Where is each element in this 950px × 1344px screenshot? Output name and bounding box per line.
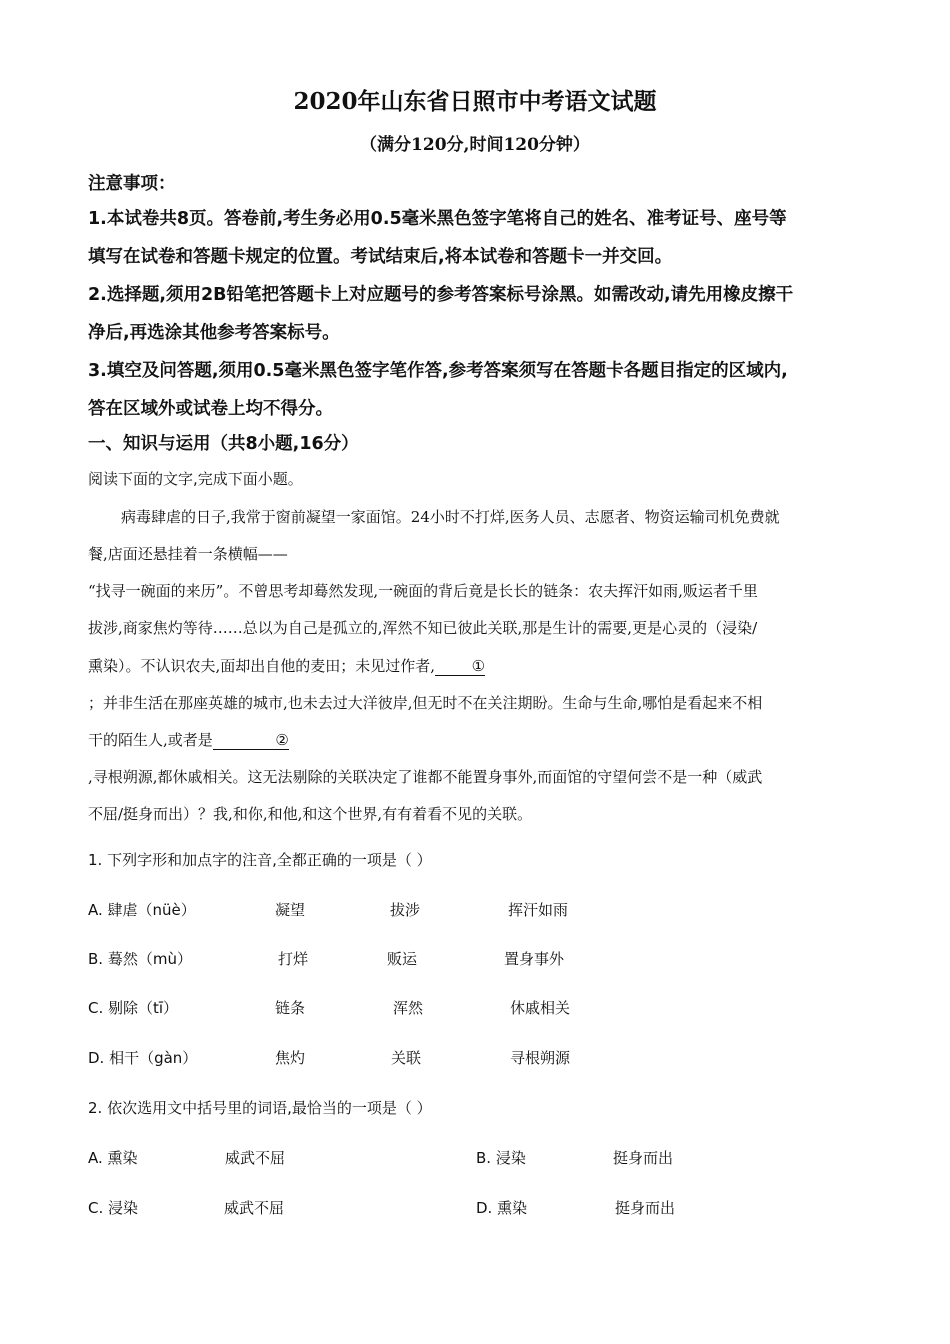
option-c-word-2: 链条 <box>275 999 306 1017</box>
option-d-word-2: 焦灼 <box>275 1049 306 1067</box>
option-a-word-4: 挥汗如雨 <box>508 901 569 919</box>
passage-line-3: “找寻一碗面的来历”。不曾思考却蓦然发现,一碗面的背后竟是长长的链条：农夫挥汗如雨,贩运者千里 <box>88 582 758 600</box>
passage-line-9: 不屈/挺身而出）？我,和你,和他,和这个世界,有有着看不见的关联。 <box>88 805 533 823</box>
blank-1: ① <box>435 657 485 676</box>
option-b-word-3: 贩运 <box>387 950 418 968</box>
option-c-word-3: 浑然 <box>393 999 424 1017</box>
q2-option-d-word-2: 挺身而出 <box>615 1199 676 1217</box>
q2-option-a-word-1: A. 熏染 <box>88 1149 138 1167</box>
section-1-heading: 一、知识与运用（共8小题,16分） <box>88 434 359 454</box>
option-c-word-4: 休戚相关 <box>510 999 571 1017</box>
passage-line-5-text: 熏染）。不认识农夫,面却出自他的麦田；未见过作者, <box>88 657 436 675</box>
option-b-word-2: 打烊 <box>278 950 309 968</box>
notice-item-3-line-2: 答在区域外或试卷上均不得分。 <box>88 399 333 419</box>
passage-line-7-text: 干的陌生人,或者是 <box>88 731 213 749</box>
option-d-word-4: 寻根朔源 <box>510 1049 571 1067</box>
q2-option-b-word-1: B. 浸染 <box>476 1149 526 1167</box>
notice-item-3-line-1: 3.填空及问答题,须用0.5毫米黑色签字笔作答,参考答案须写在答题卡各题目指定的区域内, <box>88 361 788 381</box>
question-2-stem: 2. 依次选用文中括号里的词语,最恰当的一项是（ ） <box>88 1099 432 1117</box>
option-b-word-1: B. 蓦然（mù） <box>88 950 192 968</box>
option-b-word-4: 置身事外 <box>504 950 565 968</box>
option-a-word-3: 拔涉 <box>390 901 421 919</box>
passage-line-2: 餐,店面还悬挂着一条横幅—— <box>88 545 288 563</box>
q2-option-a-word-2: 威武不屈 <box>225 1149 286 1167</box>
passage-line-4: 拔涉,商家焦灼等待……总以为自己是孤立的,浑然不知已彼此关联,那是生计的需要,更是心灵的（浸染/ <box>88 619 758 637</box>
option-a-word-2: 凝望 <box>275 901 306 919</box>
passage-line-7 <box>88 729 289 750</box>
question-1-stem: 1. 下列字形和加点字的注音,全都正确的一项是（ ） <box>88 851 432 869</box>
q2-option-c-word-2: 威武不屈 <box>224 1199 285 1217</box>
q2-option-c-word-1: C. 浸染 <box>88 1199 139 1217</box>
passage-line-1: 病毒肆虐的日子,我常于窗前凝望一家面馆。24小时不打烊,医务人员、志愿者、物资运输司机免费就 <box>121 508 780 526</box>
page-subtitle: （满分120分,时间120分钟） <box>360 135 590 155</box>
q2-option-b-word-2: 挺身而出 <box>613 1149 674 1167</box>
passage-line-8: ,寻根朔源,都休戚相关。这无法剔除的关联决定了谁都不能置身事外,而面馆的守望何尝不是一种（威武 <box>88 768 763 786</box>
passage-line-6: ；并非生活在那座英雄的城市,也未去过大洋彼岸,但无时不在关注期盼。生命与生命,哪怕是看起来不相 <box>88 694 763 712</box>
section-1-instruction: 阅读下面的文字,完成下面小题。 <box>88 470 303 488</box>
option-d-word-1: D. 相干（gàn） <box>88 1049 198 1067</box>
q2-option-d-word-1: D. 熏染 <box>476 1199 528 1217</box>
notice-item-2-line-2: 净后,再选涂其他参考答案标号。 <box>88 323 340 343</box>
blank-2: ② <box>213 731 289 750</box>
page-title: 2020年山东省日照市中考语文试题 <box>293 88 657 115</box>
notice-item-2-line-1: 2.选择题,须用2B铅笔把答题卡上对应题号的参考答案标号涂黑。如需改动,请先用橡皮擦干 <box>88 285 794 305</box>
option-a-word-1: A. 肆虐（nüè） <box>88 901 196 919</box>
notice-heading: 注意事项： <box>88 174 176 194</box>
option-c-word-1: C. 剔除（tī） <box>88 999 179 1017</box>
option-d-word-3: 关联 <box>391 1049 422 1067</box>
passage-line-5 <box>88 655 485 676</box>
notice-item-1-line-1: 1.本试卷共8页。答卷前,考生务必用0.5毫米黑色签字笔将自己的姓名、准考证号、座号等 <box>88 209 787 229</box>
notice-item-1-line-2: 填写在试卷和答题卡规定的位置。考试结束后,将本试卷和答题卡一并交回。 <box>88 247 673 267</box>
